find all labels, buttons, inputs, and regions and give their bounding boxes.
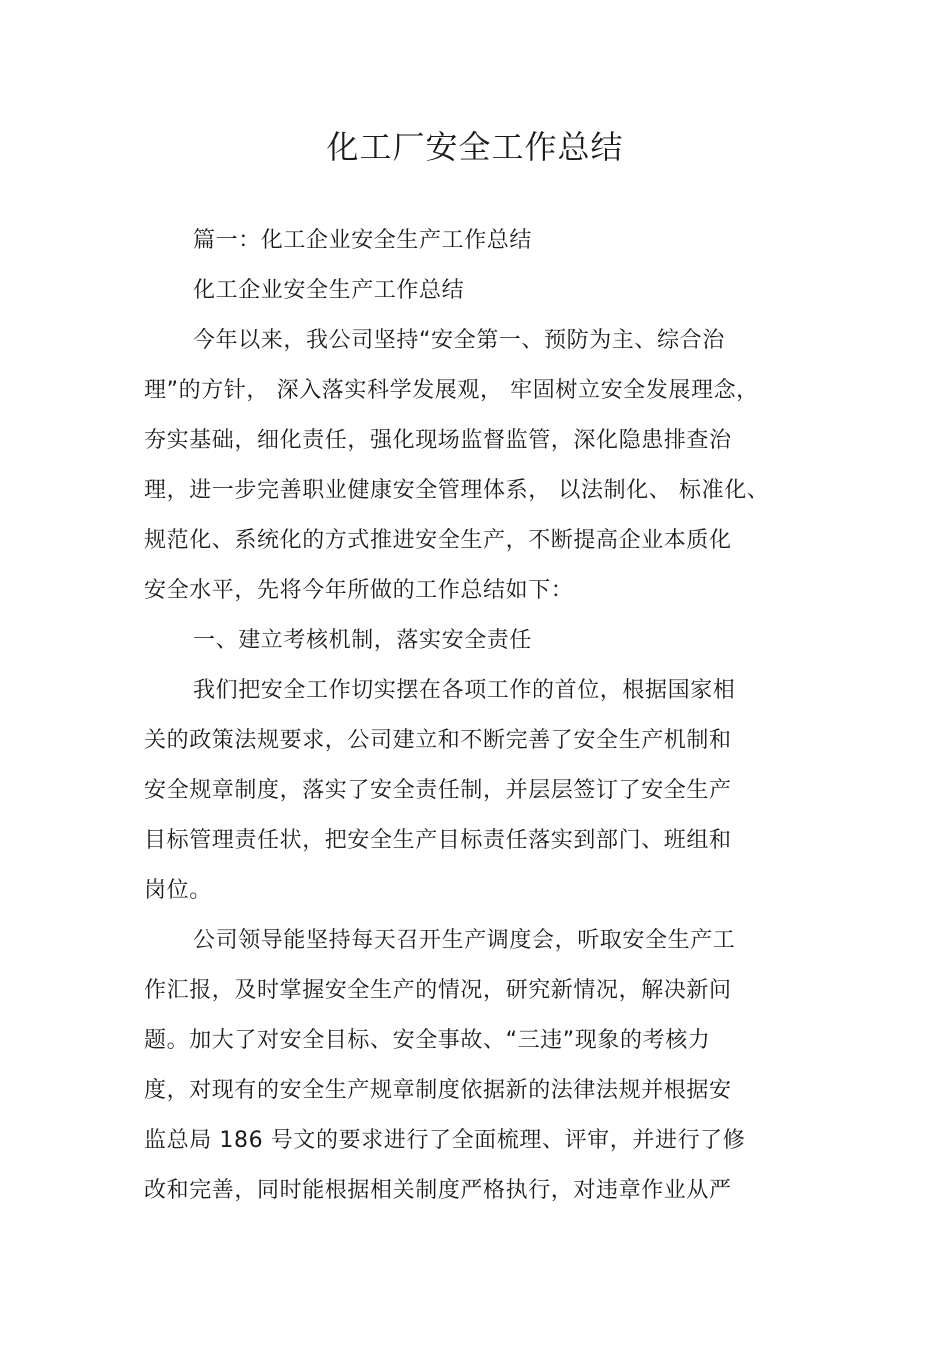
paragraph-line: 规范化、系统化的方式推进安全生产，不断提高企业本质化 (144, 528, 732, 553)
paragraph-line: 安全水平，先将今年所做的工作总结如下： (144, 578, 574, 603)
section-heading: 一、建立考核机制，落实安全责任 (193, 628, 533, 653)
paragraph-line: 改和完善，同时能根据相关制度严格执行，对违章作业从严 (144, 1178, 732, 1203)
section-heading: 篇一：化工企业安全生产工作总结 (193, 228, 533, 253)
paragraph-line: 度，对现有的安全生产规章制度依据新的法律法规并根据安 (144, 1078, 732, 1103)
document-title: 化工厂安全工作总结 (326, 128, 624, 166)
subtitle: 化工企业安全生产工作总结 (193, 278, 465, 303)
paragraph-line: 岗位。 (144, 878, 212, 903)
paragraph-line: 作汇报，及时掌握安全生产的情况，研究新情况，解决新问 (144, 978, 732, 1003)
paragraph-line: 理”的方针， 深入落实科学发展观， 牢固树立安全发展理念， (144, 378, 759, 403)
paragraph-line: 今年以来，我公司坚持“安全第一、预防为主、综合治 (193, 328, 725, 353)
paragraph-line: 关的政策法规要求，公司建立和不断完善了安全生产机制和 (144, 728, 732, 753)
paragraph-line: 我们把安全工作切实摆在各项工作的首位，根据国家相 (193, 678, 736, 703)
paragraph-line: 监总局 186 号文的要求进行了全面梳理、评审，并进行了修 (144, 1128, 746, 1153)
paragraph-line: 夯实基础，细化责任，强化现场监督监管，深化隐患排查治 (144, 428, 732, 453)
paragraph-line: 公司领导能坚持每天召开生产调度会，听取安全生产工 (193, 928, 736, 953)
paragraph-line: 题。加大了对安全目标、安全事故、“三违”现象的考核力 (144, 1028, 711, 1053)
paragraph-line: 目标管理责任状，把安全生产目标责任落实到部门、班组和 (144, 828, 732, 853)
paragraph-line: 理，进一步完善职业健康安全管理体系， 以法制化、 标准化、 (144, 478, 770, 503)
paragraph-line: 安全规章制度，落实了安全责任制，并层层签订了安全生产 (144, 778, 732, 803)
